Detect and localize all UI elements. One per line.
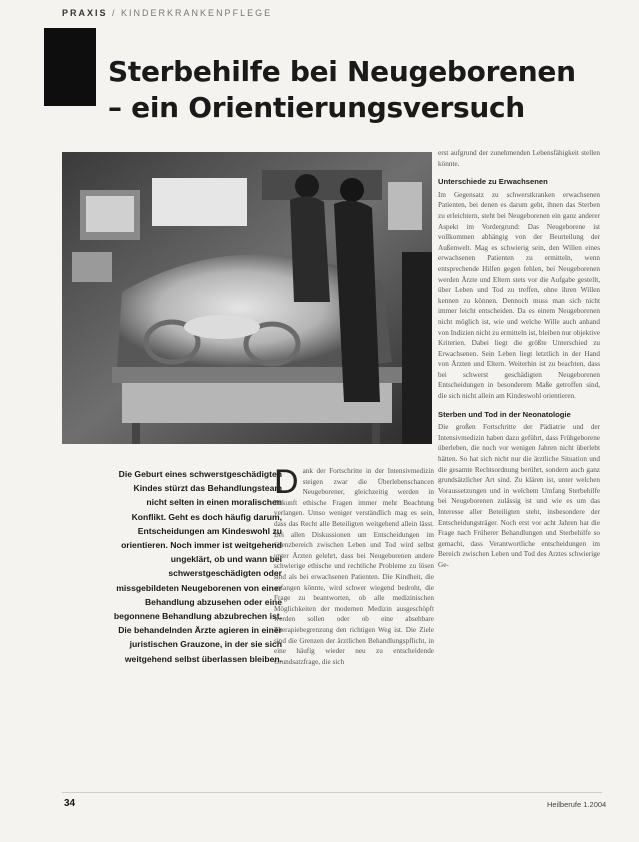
body-column-right <box>438 148 600 571</box>
article-lead: Die Geburt eines schwerstgeschädigten Kindes stürzt das Behandlungsteam nicht selten in einen moralischen Konflikt. Geht es doch häufig darum, Entscheidungen am Kindeswohl zu orientieren. Noch immer ist weitgehend ungeklärt, ob und wann bei schwerstgeschädigten oder missgebildeten Neugeborenen von einer Behandlung abzusehen oder eine begonnene Behandlung abzubrechen ist. Die behandelnden Ärzte agieren in einer juristischen Grauzone, in der sie sich weitgehend selbst überlassen bleiben. <box>113 469 282 664</box>
body-text-right-intro: erst aufgrund der zunehmenden Lebensfähigkeit stellen könnte. <box>438 149 600 168</box>
article-title <box>108 54 608 126</box>
page-number: 34 <box>64 798 76 809</box>
subheading-2: Sterben und Tod in der Neonatologie <box>438 409 571 419</box>
neonatal-incubator-photo <box>62 152 432 444</box>
header-section: PRAXIS <box>62 8 108 18</box>
title-line-1: Sterbehilfe bei Neugeborenen <box>108 55 576 88</box>
photo-illustration <box>62 152 432 444</box>
body-text-right-section-2: Die großen Fortschritte der Pädiatrie und der Intensivmedizin haben dazu geführt, dass Frühgeborene überleben, die noch vor wenigen Jahren nicht überlebt hätten. So hat sich nicht nur die ärztliche Situation und die gesamte Rechtsordnung berührt, sondern auch ganz grundsätzlicher Art sind. Zu klären ist, unter welchen Voraussetzungen und in welchem Umfang Sterbehilfe bei Neugeborenen zulässig ist und wie es um das Interesse aller Beteiligten steht, insbesondere der Entscheidungsträger. Noch erst vor acht Jahren hat die Frage nach Früherer Behandlungen und Sterbehilfe so gemacht, dass Verantwortliche entscheidungen im Bereich zwischen Leben und Tod des Arztes schwierige Ge- <box>438 423 600 569</box>
subheading-1: Unterschiede zu Erwachsenen <box>438 177 548 187</box>
body-text-middle: ank der Fortschritte in der Intensivmedizin steigen zwar die Überlebenschancen Neugeborener, gleichzeitig werden in Zukunft ethische Fragen immer mehr Beachtung verlangen. Umso weniger verständlich mag es sein, dass das Recht alle Beteiligten weitgehend allein lässt. Bei allen Diskussionen um Entscheidungen im Grenzbereich zwischen Leben und Tod wird selbst unter Ärzten gelehrt, dass bei Neugeborenen andere schwierige ethische und rechtliche Probleme zu lösen sind als bei erwachsenen Patienten. Die Kindheit, die anfangen könnte, wird schwer wiegend bedroht, die Frage zu beantworten, ob alle medizinischen Möglichkeiten der modernen Medizin ausgeschöpft werden sollen oder ob eine absehbare Therapiebegrenzung den richtigen Weg ist. Die Ziele sind die Grenzen der ärztlichen Behandlungspflicht, in eine häufig wieder neu zu entscheidende Grundsatzfrage, die sich <box>274 467 434 666</box>
footer-rule <box>62 792 602 793</box>
body-text-right-section-1: Im Gegensatz zu schwerstkranken erwachsenen Patienten, bei denen es darum geht, ihnen das Sterben zu erleichtern, steht bei Neugeborenen ein ganz anderer Aspekt im Vordergrund: Das Neugeborene ist vollkommen abhängig von der Beurteilung der Außenwelt. Mag es schwierig sein, den Willen eines erwachsenen Patienten zu ermitteln, wenn entsprechende Hilfen gegen fehlen, bei Neugeborenen werden Ärzte und Eltern stets vor die Aufgabe gestellt, über Leben und Tod zu treffen, ohne ihren Willen kennen zu können. Dennoch muss man sich nicht immer leicht entscheiden. Da es einem Neugeborenen nicht möglich ist, wie und welche Wille auch anhand von Indizien nicht zu ermitteln ist, bleiben nur objektive Kriterien. Dabei liegt die größte Unterschied zu Erwachsenen. Sein Leben liegt letztlich in der Hand von Ärzten und Eltern. Weiterhin ist zu beachten, dass bei schwerst geschädigten Neugeborenen Entscheidungen in besonderem Maße getroffen sind, die sich nicht allein am Kindeswohl orientieren. <box>438 190 600 401</box>
drop-cap: D <box>274 463 299 501</box>
header-subsection: KINDERKRANKENPFLEGE <box>121 8 273 18</box>
running-header: PRAXIS / KINDERKRANKENPFLEGE <box>62 8 273 18</box>
decorative-black-block <box>44 28 96 106</box>
title-line-2: – ein Orientierungsversuch <box>108 91 525 124</box>
issue-label: Heilberufe 1.2004 <box>547 800 607 809</box>
body-column-middle <box>274 463 434 667</box>
